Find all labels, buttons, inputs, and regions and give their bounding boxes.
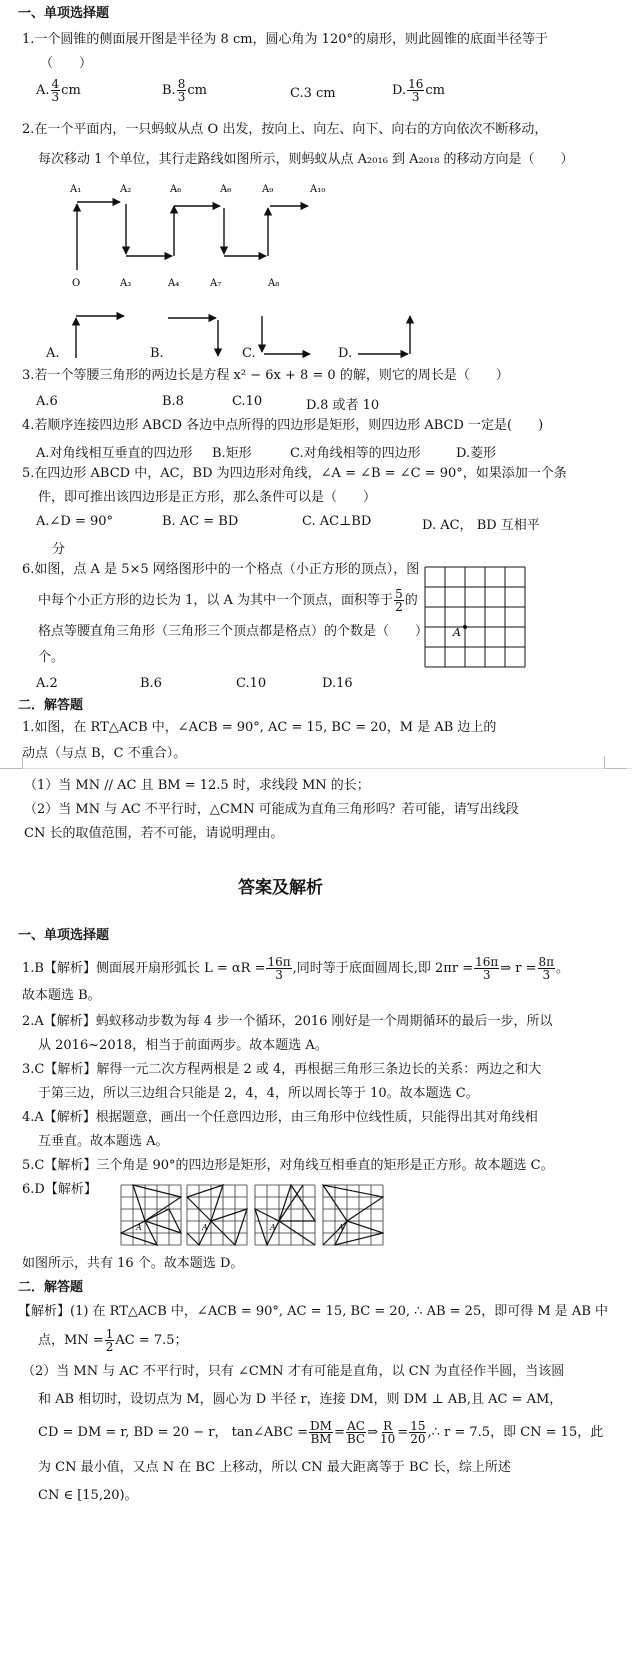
question-2-option-b: B.	[150, 346, 164, 361]
answer-4-line-1: 4.A【解析】根据题意，画出一个任意四边形，由三角形中位线性质，只能得出其对角线相	[22, 1110, 538, 1125]
problem-1-sub-1: （1）当 MN // AC 且 BM = 12.5 时，求线段 MN 的长；	[24, 778, 370, 793]
question-6-option-d: D.16	[322, 676, 353, 691]
label-a2: A₂	[120, 184, 132, 195]
solution-line-2: 点，MN = $\frac{1}{2}$ AC = 7.5；	[38, 1327, 188, 1354]
question-2-option-a: A.	[46, 346, 60, 361]
problem-1-sub-2: （2）当 MN 与 AC 不平行时，△CMN 可能成为直角三角形吗？若可能，请写出线段	[24, 802, 519, 817]
answer-2-line-1: 2.A【解析】蚂蚁移动步数为每 4 步一个循环，2016 刚好是一个周期循环的最后一步，所以	[22, 1014, 553, 1029]
question-1-option-d: D. $\frac{16}{3}$ cm	[392, 77, 445, 104]
label-a10: A₁₀	[310, 184, 326, 195]
question-3-option-d: D.8 或者 10	[306, 398, 380, 413]
label-a7: A₇	[210, 278, 222, 289]
answer-4-line-2: 互垂直。故本题选 A。	[38, 1134, 169, 1149]
question-6-line-2: 中每个小正方形的边长为 1，以 A 为其中一个顶点，面积等于 $\frac{5}{2}$ 的	[38, 587, 418, 614]
page-break-line	[0, 768, 632, 769]
question-4-stem: 4.若顺序连接四边形 ABCD 各边中点所得的四边形是矩形，则四边形 ABCD 一定是( )	[22, 418, 544, 433]
question-4-option-b: B.矩形	[212, 446, 252, 461]
answer-3-line-2: 于第三边，所以三边组合只能是 2，4，4，所以周长等于 10。故本题选 C。	[38, 1086, 479, 1101]
question-5-option-d-cont: 分	[52, 542, 66, 557]
label-a3: A₃	[120, 278, 132, 289]
question-5-option-d: D. AC， BD 互相平	[422, 518, 540, 533]
solution-line-7: CN ∈ [15,20)。	[38, 1488, 138, 1503]
question-3-option-c: C.10	[232, 394, 263, 409]
solution-line-6: 为 CN 最小值，又点 N 在 BC 上移动，所以 CN 最大距离等于 BC 长，综上所述	[38, 1460, 511, 1475]
question-6-option-c: C.10	[236, 676, 267, 691]
svg-text:A: A	[270, 1223, 276, 1232]
question-6-line-1: 6.如图，点 A 是 5×5 网络图形中的一个格点（小正方形的顶点），图	[22, 562, 420, 577]
section-heading-choice: 一、单项选择题	[18, 6, 110, 21]
problem-1-line-1: 1.如图，在 RT△ACB 中，∠ACB = 90°, AC = 15, BC = 20，M 是 AB 边上的	[22, 720, 497, 735]
grid-5x5-figure	[424, 566, 526, 668]
question-4-option-d: D.菱形	[456, 446, 497, 461]
answer-6-grid-3	[254, 1184, 316, 1246]
label-a4: A₄	[168, 278, 180, 289]
answer-1-line-1: 1.B【解析】侧面展开扇形弧长 L = αR = $\frac{16\pi}{3}$ ,同时等于底面圆周长,即 2πr = $\frac{16\pi}{3}$ ⇒ r = $\frac{8\pi}{3}$ 。	[22, 955, 570, 982]
section-heading-solve: 二．解答题	[18, 698, 84, 713]
question-1-option-a: A. $\frac{4}{3}$ cm	[36, 77, 81, 104]
answer-5-line-1: 5.C【解析】三个角是 90°的四边形是矩形，对角线互相垂直的矩形是正方形。故本题选 C。	[22, 1158, 554, 1173]
question-6-option-b: B.6	[140, 676, 162, 691]
answers-title: 答案及解析	[238, 878, 323, 898]
grid-point-a-label: A	[453, 626, 461, 639]
label-a5: A₆	[170, 184, 182, 195]
question-3-option-a: A.6	[36, 394, 58, 409]
svg-text:A: A	[202, 1223, 208, 1232]
label-a1: A₁	[70, 184, 82, 195]
question-5-option-a: A.∠D = 90°	[36, 514, 114, 529]
answer-6-grid-2	[186, 1184, 248, 1246]
problem-1-line-2: 动点（与点 B，C 不重合）。	[22, 746, 187, 761]
question-5-line-1: 5.在四边形 ABCD 中，AC，BD 为四边形对角线，∠A = ∠B = ∠C = 90°，如果添加一个条	[22, 466, 567, 481]
question-3-stem: 3.若一个等腰三角形的两边长是方程 x² − 6x + 8 = 0 的解，则它的周长是（ ）	[22, 368, 509, 383]
ant-path-diagram	[60, 178, 360, 298]
question-2-option-d: D.	[338, 346, 353, 361]
question-6-option-a: A.2	[36, 676, 58, 691]
answer-6-grid-1	[120, 1184, 182, 1246]
label-a8: A₈	[268, 278, 280, 289]
answer-6-label: 6.D【解析】	[22, 1182, 97, 1197]
answer-1-line-2: 故本题选 B。	[22, 988, 101, 1003]
svg-text:A: A	[338, 1223, 344, 1232]
label-o: O	[72, 278, 81, 289]
question-3-option-b: B.8	[162, 394, 184, 409]
question-2-options-diagram	[40, 312, 440, 372]
solution-line-3: （2）当 MN 与 AC 不平行时，只有 ∠CMN 才有可能是直角，以 CN 为直径作半圆，当该圆	[22, 1364, 565, 1379]
label-a9: A₉	[262, 184, 274, 195]
question-4-option-a: A.对角线相互垂直的四边形	[36, 446, 193, 461]
question-5-option-c: C. AC⊥BD	[302, 514, 372, 529]
question-1-paren: （ ）	[40, 56, 93, 71]
question-5-line-2: 件，即可推出该四边形是正方形，那么条件可以是（ ）	[38, 490, 377, 505]
answer-3-line-1: 3.C【解析】解得一元二次方程两根是 2 或 4，再根据三角形三条边长的关系：两边之和大	[22, 1062, 542, 1077]
question-2-option-c: C.	[242, 346, 256, 361]
page-corner-mark-right	[604, 756, 627, 769]
answer-2-line-2: 从 2016~2018，相当于前面两步。故本题选 A。	[38, 1038, 328, 1053]
question-1-option-c: C.3 cm	[290, 86, 336, 101]
answer-6-line-2: 如图所示，共有 16 个。故本题选 D。	[22, 1256, 244, 1271]
solution-line-1: 【解析】(1) 在 RT△ACB 中，∠ACB = 90°, AC = 15, BC = 20, ∴ AB = 25，即可得 M 是 AB 中	[18, 1304, 609, 1319]
question-2-line-1: 2.在一个平面内，一只蚂蚁从点 O 出发，按向上、向左、向下、向右的方向依次不断移动，	[22, 122, 548, 137]
question-1-option-b: B. $\frac{8}{3}$ cm	[162, 77, 207, 104]
answers-section-solve: 二．解答题	[18, 1280, 84, 1295]
question-6-line-3: 格点等腰直角三角形（三角形三个顶点都是格点）的个数是（ ）	[38, 624, 429, 639]
question-1-stem: 1.一个圆锥的侧面展开图是半径为 8 cm，圆心角为 120°的扇形，则此圆锥的底面半径等于	[22, 32, 548, 47]
solution-line-4: 和 AB 相切时，设切点为 M，圆心为 D 半径 r，连接 DM，则 DM ⊥ AB,且 AC = AM，	[38, 1392, 563, 1407]
question-6-line-4: 个。	[38, 650, 65, 665]
question-4-option-c: C.对角线相等的四边形	[290, 446, 421, 461]
question-5-option-b: B. AC = BD	[162, 514, 239, 529]
svg-text:A: A	[136, 1223, 142, 1232]
label-a6: A₆	[220, 184, 232, 195]
question-2-line-2: 每次移动 1 个单位，其行走路线如图所示，则蚂蚁从点 A₂₀₁₆ 到 A₂₀₁₈ 的移动方向是（ ）	[38, 152, 574, 167]
problem-1-sub-2-cont: CN 长的取值范围，若不可能，请说明理由。	[24, 826, 284, 841]
answers-section-choice: 一、单项选择题	[18, 928, 110, 943]
page-corner-mark-left	[0, 756, 23, 769]
solution-line-5: CD = DM = r, BD = 20 − r， tan∠ABC = $\frac{DM}{BM}$ = $\frac{AC}{BC}$ ⇒ $\frac{R}{10}$ = $\frac{15}{20}$ ,∴ r = 7.5，即 CN = 15，此	[38, 1419, 604, 1446]
answer-6-grid-4	[322, 1184, 384, 1246]
